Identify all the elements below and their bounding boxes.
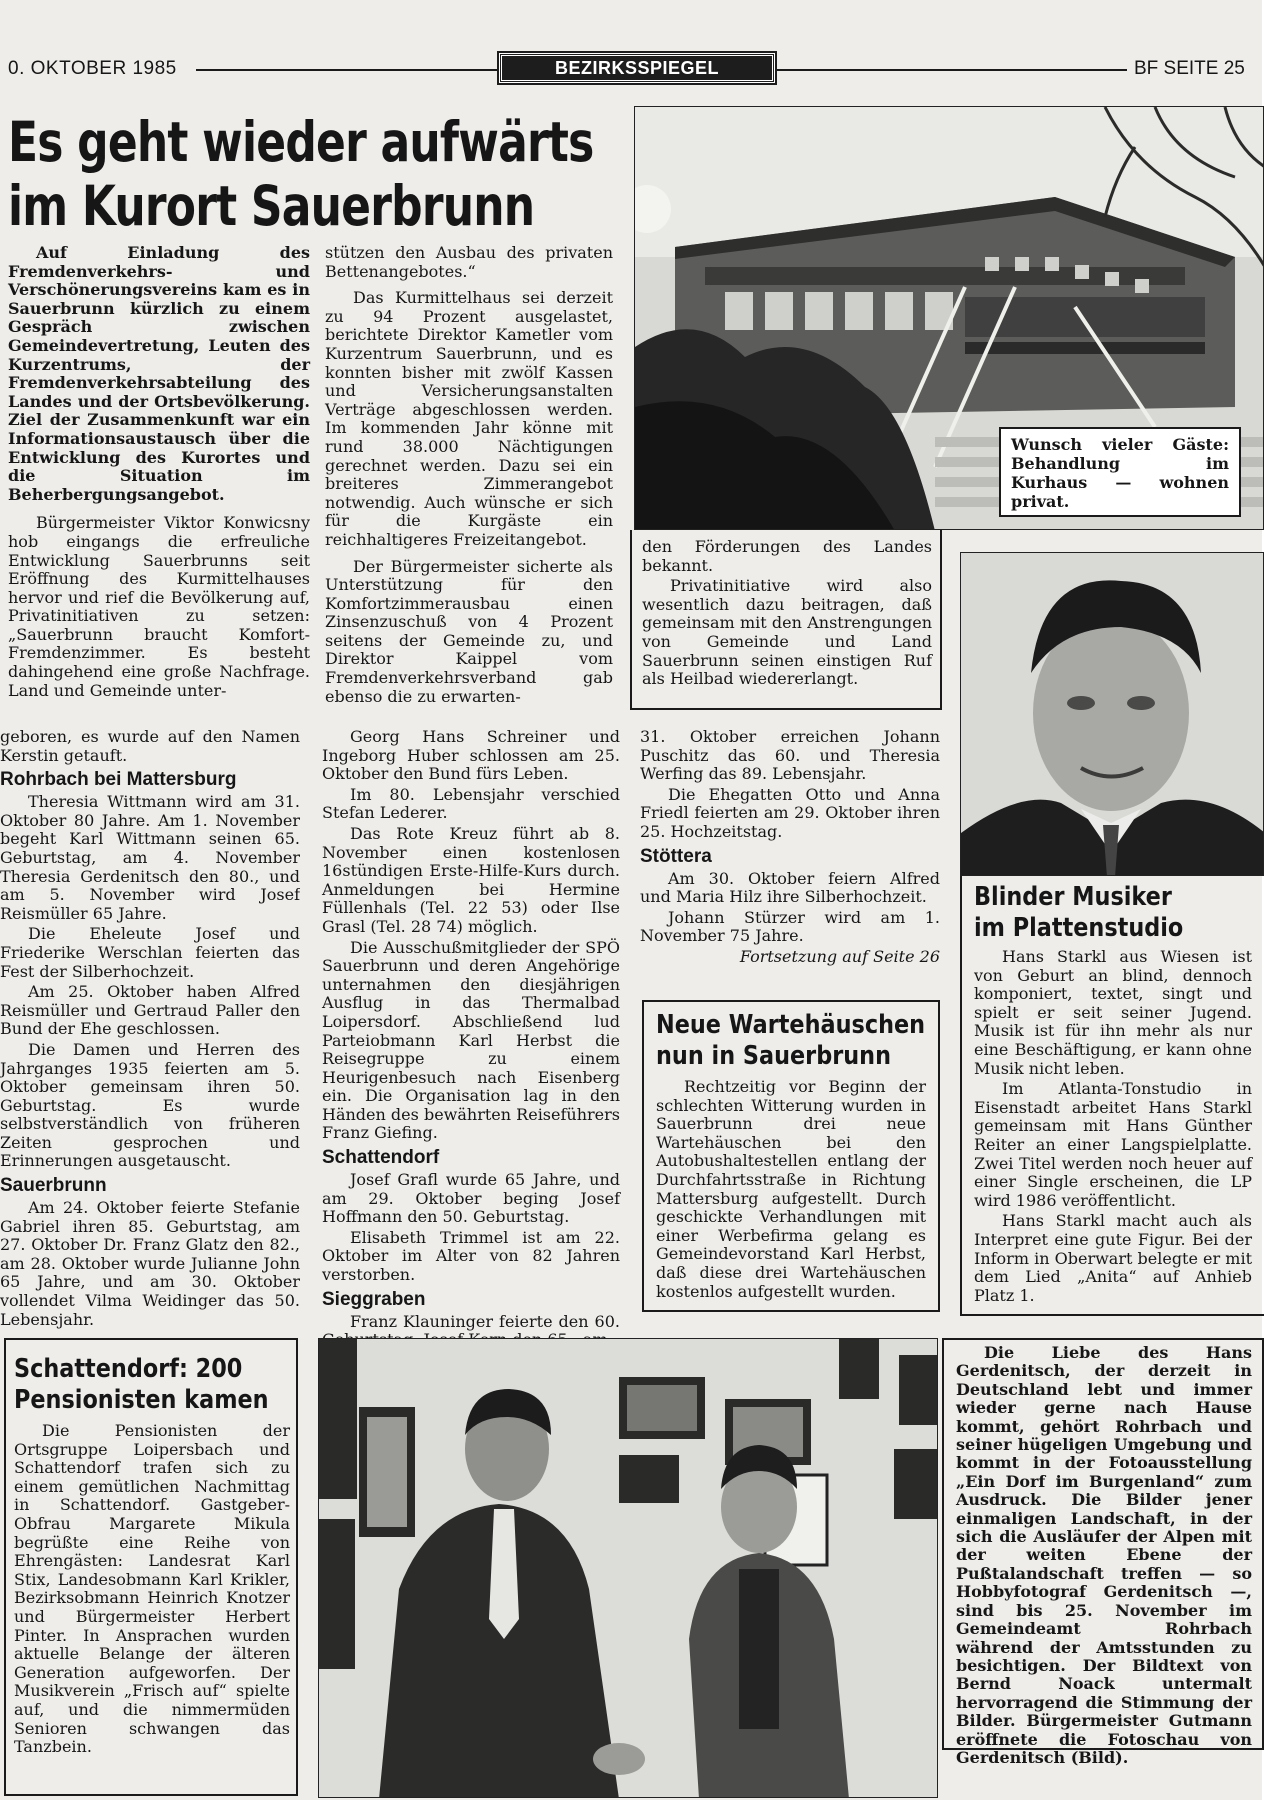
news-paragraph: Die Ausschußmitglieder der SPÖ Sauerbrunn und deren Angehörige unternahmen den diesjährigen Ausflug in das Thermalbad Loipersdorf. Abschließend lud Parteiobmann Karl Herbst die Reisegruppe zu einem Heurigenbesuch nach Eisenberg ein. Die Organisation lag in den Händen des bewährten Reiseführers Franz Giefing. [322, 937, 620, 1143]
main-article-paragraph: Bürgermeister Viktor Konwicsny hob eingangs die erfreuliche Entwicklung Sauerbrunns seit Eröffnung des Kurmittelhauses hervor und rief die Bevölkerung auf, Privatinitiativen zu setzen: „Sauerbrunn braucht Komfort-Fremdenzimmer. Es besteht dahingehend eine große Nachfrage. Land und Gemeinde unter- [8, 513, 310, 700]
news-paragraph: Im 80. Lebensjahr verschied Stefan Lederer. [322, 784, 620, 823]
news-heading-schattendorf: Schattendorf [322, 1147, 440, 1169]
news-heading-stoettera: Stöttera [640, 845, 712, 867]
exhibition-photo [318, 1338, 938, 1798]
news-col-1 [0, 728, 300, 1331]
kurhaus-photo [634, 106, 1264, 530]
main-article-paragraph: stützen den Ausbau des privaten Bettenangebotes.“ [325, 243, 613, 281]
news-paragraph: 31. Oktober erreichen Johann Puschitz das 60. und Theresia Werfing das 89. Lebensjahr. [640, 727, 940, 784]
musiker-paragraph: Im Atlanta-Tonstudio in Eisenstadt arbeitet Hans Starkl gemeinsam mit Hans Günther Reiter an einer Langspielplatte. Zwei Titel werden noch heuer auf einer Single erscheinen, die LP wird 1986 veröffentlicht. [974, 1079, 1252, 1210]
pensionisten-headline-line-1: Schattendorf: 200 [14, 1354, 243, 1384]
wartehaeuschen-box [642, 1000, 940, 1312]
header-rule-left [196, 69, 498, 71]
musiker-headline-line-1: Blinder Musiker [974, 882, 1172, 912]
wartehaeuschen-text-wrap [656, 1078, 926, 1303]
news-col-2 [322, 728, 620, 1352]
news-paragraph: Die Eheleute Josef und Friederike Werschlan feierten das Fest der Silberhochzeit. [0, 924, 300, 981]
news-paragraph: Georg Hans Schreiner und Ingeborg Huber schlossen am 25. Oktober den Bund fürs Leben. [322, 727, 620, 784]
main-headline-line-2: im Kurort Sauerbrunn [8, 174, 535, 238]
news-paragraph: Am 24. Oktober feierte Stefanie Gabriel ihren 85. Geburtstag, am 27. Oktober Dr. Franz Glatz den 82., am 28. Oktober wurde Julianne John 65 Jahre, und am 30. Oktober vollendet Vilma Weidinger das 50. Lebensjahr. [0, 1198, 300, 1329]
header-rule-right [777, 69, 1127, 71]
news-paragraph: Am 30. Oktober feiern Alfred und Maria Hilz ihre Silberhochzeit. [640, 868, 940, 907]
main-article-paragraph: Das Kurmittelhaus sei derzeit zu 94 Prozent ausgelastet, berichtete Direktor Kametler vom Kurzentrum Sauerbrunn, und es konnten bisher mit zwölf Kassen und Versicherungsanstalten Verträge abgeschlossen werden. Im kommenden Jahr könne mit rund 38.000 Nächtigungen gerechnet werden. Dazu sei ein breiteres Zimmerangebot notwendig. Auch wünsche er sich für die Kurgäste ein reichhaltigeres Freizeitangebot. [325, 288, 613, 549]
news-paragraph: Theresia Wittmann wird am 31. Oktober 80 Jahre. Am 1. November begeht Karl Wittmann seinen 65. Geburtstag, am 4. November Theresia Gerdenitsch den 80., und am 5. November wird Josef Reismüller 65 Jahre. [0, 792, 300, 923]
header-page: BF SEITE 25 [1134, 58, 1245, 79]
main-article-paragraph: Privatinitiative wird also wesentlich dazu beitragen, daß gemeinsam mit den Anstrengungen von Gemeinde und Land Sauerbrunn seinen einstigen Ruf als Heilbad wiedererlangt. [642, 576, 932, 689]
exhibition-illustration [319, 1339, 938, 1798]
news-paragraph: Das Rote Kreuz führt ab 8. November einen kostenlosen 16stündigen Erste-Hilfe-Kurs durch. Anmeldungen bei Hermine Füllenhals (Tel. 22 53) oder Ilse Grasl (Tel. 28 74) möglich. [322, 823, 620, 936]
news-paragraph: Die Ehegatten Otto und Anna Friedl feierten am 29. Oktober ihren 25. Hochzeitstag. [640, 784, 940, 841]
news-paragraph: Johann Stürzer wird am 1. November 75 Jahre. [640, 907, 940, 946]
news-paragraph: geboren, es wurde auf den Namen Kerstin getauft. [0, 728, 300, 765]
news-paragraph: Die Damen und Herren des Jahrganges 1935 feierten am 5. Oktober gemeinsam ihren 50. Geburtstag. Es wurde selbstverständlich von früheren Zeiten gesprochen und Erinnerungen ausgetauscht. [0, 1039, 300, 1171]
portrait-photo [960, 552, 1264, 876]
wartehaeuschen-headline [656, 1010, 936, 1072]
news-heading-sieggraben: Sieggraben [322, 1288, 426, 1310]
main-article-col-1 [8, 244, 310, 702]
pensionisten-box [4, 1338, 298, 1796]
news-heading-rohrbach: Rohrbach bei Mattersburg [0, 769, 237, 791]
gerdenitsch-text: Die Liebe des Hans Gerdenitsch, der derzeit in Deutschland lebt und immer wieder gerne nach Hause kommt, gehört Rohrbach und seiner hügeligen Umgebung und kommt in der Fotoausstellung „Ein Dorf im Burgenland“ zum Ausdruck. Die Bilder jener einmaligen Landschaft, in der sich die Ausläufer der Alpen mit der weiten Ebene der Pußtalandschaft treffen — so Hobbyfotograf Gerdenitsch —, sind bis 25. November im Gemeindeamt Rohrbach während der Amtsstunden zu besichtigen. Der Bildtext von Bernd Noack untermalt hervorragend die Stimmung der Bilder. Bürgermeister Gutmann eröffnete die Fotoschau von Gerdenitsch (Bild). [956, 1343, 1252, 1767]
news-paragraph: Franz Klauninger feierte den 60. [350, 1311, 620, 1331]
news-paragraph: Am 25. Oktober haben Alfred Reismüller und Gertraud Paller den Bund der Ehe geschlossen. [0, 982, 300, 1039]
main-headline-line-1: Es geht wieder aufwärts [8, 110, 594, 174]
musiker-headline-line-2: im Plattenstudio [974, 913, 1184, 943]
pensionisten-headline [14, 1354, 298, 1416]
main-article-col-2 [325, 244, 613, 708]
portrait-illustration [961, 553, 1264, 876]
musiker-box [960, 876, 1264, 1316]
pensionisten-text-wrap [14, 1422, 290, 1759]
kurhaus-photo-caption: Wunsch vieler Gäste: Behandlung im Kurhaus — wohnen privat. [999, 427, 1241, 517]
news-paragraph: Josef Grafl wurde 65 Jahre, und am 29. Oktober beging Josef Hoffmann den 50. Geburtstag. [322, 1170, 620, 1227]
header-section-badge: BEZIRKSSPIEGEL [499, 53, 775, 83]
wartehaeuschen-headline-line-1: Neue Wartehäuschen [656, 1010, 926, 1040]
main-article-lead: Auf Einladung des Fremdenverkehrs- und Verschönerungsvereins kam es in Sauerbrunn kürzlich zu einem Gespräch zwischen Gemeindevertretung, Leuten des Kurzentrums, der Fremdenverkehrsabteilung des Landes und der Ortsbevölkerung. Ziel der Zusammenkunft war ein Informationsaustausch über die Entwicklung des Kurortes und die Situation im Beherbergungsangebot. [8, 243, 310, 504]
main-article-paragraph: den Förderungen des Landes bekannt. [642, 537, 932, 575]
main-article-col-3 [642, 538, 932, 691]
main-headline [8, 110, 628, 238]
news-col-3 [640, 728, 940, 969]
news-paragraph: Elisabeth Trimmel ist am 22. Oktober im Alter von 82 Jahren verstorben. [322, 1227, 620, 1285]
main-article-paragraph: Der Bürgermeister sicherte als Unterstützung für den Komfortzimmerausbau einen Zinsenzuschuß von 4 Prozent seitens der Gemeinde zu, und Direktor Kaippel vom Fremdenverkehrsverband gab ebenso die zu erwarten- [325, 556, 613, 706]
wartehaeuschen-text: Rechtzeitig vor Beginn der schlechten Witterung wurden in Sauerbrunn drei neue Wartehäuschen bei den Autobushaltestellen entlang der Durchfahrtsstraße in Richtung Mattersburg aufgestellt. Durch geschickte Verhandlungen mit einer Werbefirma gelang es Gemeindevorstand Karl Herbst, daß diese drei Wartehäuschen kostenlos aufgestellt wurden. [656, 1077, 926, 1301]
musiker-paragraph: Hans Starkl aus Wiesen ist von Geburt an blind, dennoch komponiert, textet, singt und spielt er seit seiner Jugend. Musik ist für ihn mehr als nur eine Beschäftigung, er kann ohne Musik nicht leben. [974, 947, 1252, 1078]
news-heading-sauerbrunn: Sauerbrunn [0, 1175, 107, 1197]
pensionisten-text: Die Pensionisten der Ortsgruppe Loipersbach und Schattendorf trafen sich zu einem gemütlichen Nachmittag in Schattendorf. Gastgeber-Obfrau Margarete Mikula begrüßte eine Reihe von Ehrengästen: Landesrat Karl Stix, Landesobmann Karl Krikler, Bezirksobmann Heinrich Knotzer und Bürgermeister Herbert Pinter. In Ansprachen wurden aktuelle Belange der älteren Generation aufgeworfen. Der Musikverein „Frisch auf“ spielte auf, und die nimmermüden Senioren schwangen das Tanzbein. [14, 1421, 290, 1757]
musiker-paragraph: Hans Starkl macht auch als Interpret eine gute Figur. Bei der Inform in Oberwart belegte er mit dem Lied „Anita“ auf Anhieb Platz 1. [974, 1211, 1252, 1305]
gerdenitsch-text-wrap [956, 1344, 1252, 1769]
header-date: 0. OKTOBER 1985 [8, 58, 177, 79]
gerdenitsch-box [940, 1338, 1264, 1798]
continued-note: Fortsetzung auf Seite 26 [739, 946, 940, 966]
musiker-headline [974, 882, 1264, 944]
pensionisten-headline-line-2: Pensionisten kamen [14, 1385, 269, 1415]
wartehaeuschen-headline-line-2: nun in Sauerbrunn [656, 1041, 892, 1071]
musiker-text [974, 948, 1252, 1307]
